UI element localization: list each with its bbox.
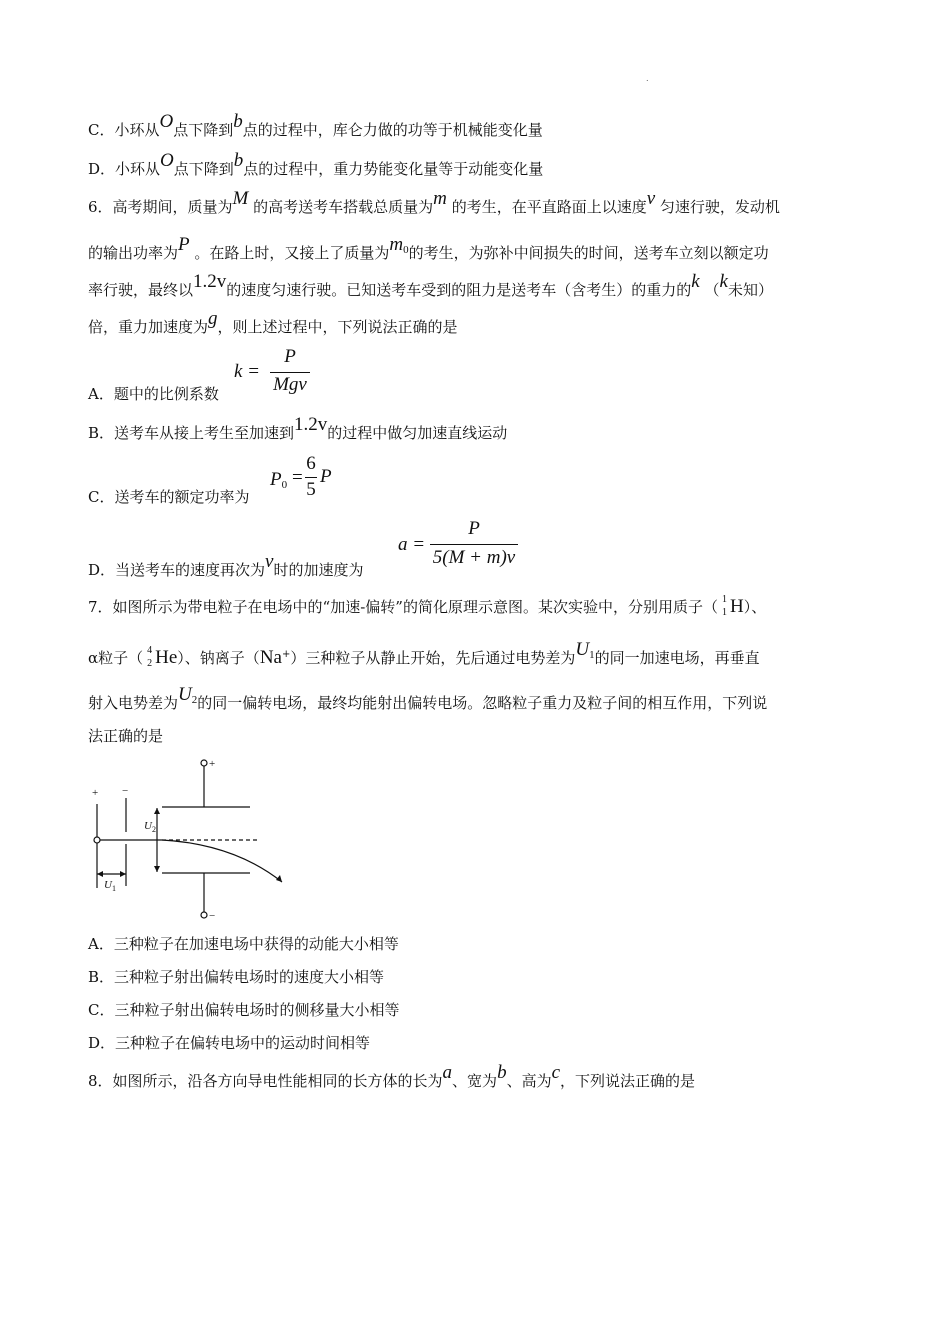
math-var: m — [433, 188, 447, 209]
math-var: k — [691, 271, 700, 292]
stem-text: 的输出功率为 — [88, 244, 179, 262]
option-text: 点的过程中，重力势能变化量等于动能变化量 — [243, 160, 544, 178]
option-text: 点的过程中，库仑力做的功等于机械能变化量 — [242, 121, 543, 139]
u1-label: U — [104, 879, 112, 891]
stem-text: 、宽为 — [452, 1072, 498, 1090]
fraction-bar — [430, 544, 518, 545]
stem-text: 的速度匀速行驶。已知送考车受到的阻力是送考车（含考生）的重力的 — [226, 281, 692, 299]
math-subscript: 0 — [281, 479, 288, 491]
option-text: D．小环从 — [88, 160, 161, 178]
q6-stem-line1 — [88, 188, 780, 217]
atomic-number: 1 — [721, 607, 727, 618]
q7-option-d — [88, 1033, 370, 1053]
stem-text: 倍，重力加速度为 — [88, 318, 209, 336]
u2-label: U — [144, 820, 152, 832]
stem-text: （ — [704, 281, 720, 299]
formula-numerator: P — [468, 518, 480, 539]
math-subscript: 2 — [191, 694, 198, 706]
math-var: O — [159, 111, 174, 132]
upper-terminal — [201, 760, 207, 766]
q6-stem-line3 — [88, 271, 773, 300]
q7-option-c — [88, 1000, 399, 1020]
option-text: A．题中的比例系数 — [88, 385, 219, 403]
formula-denominator: Mgv — [273, 374, 307, 395]
stem-text: 。在路上时，又接上了质量为 — [194, 244, 390, 262]
option-text: 点下降到 — [173, 160, 234, 178]
option-text: 的过程中做匀加速直线运动 — [327, 424, 508, 442]
u1-arrow-left — [97, 871, 103, 877]
option-text: A．三种粒子在加速电场中获得的动能大小相等 — [88, 935, 399, 953]
particle-trajectory — [162, 840, 282, 882]
lower-terminal — [201, 912, 207, 918]
stem-text: 的同一加速电场，再垂直 — [594, 649, 760, 667]
u2-arrow-up — [154, 808, 160, 814]
mass-number: 4 — [147, 645, 153, 656]
math-var: v — [265, 551, 274, 572]
stem-text: 未知） — [727, 281, 773, 299]
stem-text: 射入电势差为 — [88, 694, 179, 712]
fraction-bar — [270, 372, 310, 373]
element-symbol: Na — [259, 647, 282, 668]
upper-terminal-sign: + — [209, 758, 216, 770]
option-text: C．小环从 — [88, 121, 160, 139]
stem-text: ，则上述过程中，下列说法正确的是 — [217, 318, 458, 336]
formula-numerator: P — [284, 346, 296, 367]
stem-text: 率行驶，最终以 — [88, 281, 194, 299]
math-var: O — [160, 150, 174, 171]
stem-text: ）、 — [743, 598, 767, 616]
stem-text: α粒子（ — [88, 649, 144, 667]
source-point — [94, 837, 100, 843]
stem-text: 6．高考期间，质量为 — [88, 198, 233, 216]
math-var: b — [497, 1062, 507, 1083]
u1-arrow-right — [120, 871, 126, 877]
formula-k — [234, 348, 314, 398]
option-text: C．送考车的额定功率为 — [88, 488, 250, 506]
math-expr: 1.2v — [193, 271, 227, 292]
ion-charge: + — [281, 649, 291, 660]
option-text: C．三种粒子射出偏转电场时的侧移量大小相等 — [88, 1001, 400, 1019]
stem-text: 、高为 — [506, 1072, 552, 1090]
formula-lhs: P — [270, 469, 282, 490]
math-var: a — [442, 1062, 453, 1083]
math-var: M — [232, 188, 249, 209]
lower-terminal-sign: − — [209, 910, 216, 922]
math-var: b — [233, 111, 243, 132]
stem-text: 匀速行驶，发动机 — [659, 198, 780, 216]
stem-text: 法正确的是 — [88, 727, 164, 745]
formula-denominator: 5 — [306, 479, 316, 500]
math-var: P — [178, 234, 190, 255]
option-text: D．三种粒子在偏转电场中的运动时间相等 — [88, 1034, 371, 1052]
math-expr: 1.2v — [294, 414, 328, 435]
q6-option-c — [88, 487, 249, 507]
option-text: 点下降到 — [173, 121, 234, 139]
option-text: B．三种粒子射出偏转电场时的速度大小相等 — [88, 968, 385, 986]
stem-text: ，下列说法正确的是 — [560, 1072, 696, 1090]
q7-option-a — [88, 934, 399, 954]
stem-text: ）、钠离子（ — [177, 649, 260, 667]
q7-option-b — [88, 967, 384, 987]
q6-stem-line2 — [88, 234, 769, 268]
formula-lhs: a = — [398, 534, 426, 555]
q6-option-a — [88, 384, 219, 404]
stem-text: 7．如图所示为带电粒子在电场中的“加速-偏转”的简化原理示意图。某次实验中，分别用质子（ — [88, 598, 718, 616]
q7-stem-line4 — [88, 726, 163, 746]
math-subscript: 0 — [403, 244, 409, 256]
atomic-number: 2 — [147, 658, 153, 669]
stem-text: 的高考送考车搭载总质量为 — [253, 198, 434, 216]
left-plate-2-sign: − — [122, 785, 129, 797]
stem-text: 的同一偏转电场，最终均能射出偏转电场。忽略粒子重力及粒子间的相互作用，下列说 — [197, 694, 768, 712]
option-text: D．当送考车的速度再次为 — [88, 561, 266, 579]
q5-option-d — [88, 150, 544, 179]
math-var: b — [233, 150, 244, 171]
stem-text: 8．如图所示，沿各方向导电性能相同的长方体的长为 — [88, 1072, 443, 1090]
q6-stem-line4 — [88, 308, 458, 337]
mass-number: 1 — [721, 594, 727, 605]
element-symbol: H — [729, 596, 744, 617]
math-var: U — [178, 684, 192, 705]
math-var: g — [208, 308, 218, 329]
formula-rhs: P — [320, 466, 332, 487]
q7-stem-line1 — [88, 596, 766, 617]
q7-stem-line2 — [88, 639, 760, 673]
page-dot: . — [646, 74, 649, 83]
u2-sub: 2 — [152, 825, 156, 834]
accelerate-deflect-diagram — [84, 756, 294, 926]
stem-text: 的考生，在平直路面上以速度 — [451, 198, 647, 216]
formula-numerator: 6 — [306, 453, 316, 474]
q7-stem-line3 — [88, 684, 768, 718]
math-var: k — [719, 271, 728, 292]
math-subscript: 1 — [589, 649, 595, 661]
element-symbol: He — [155, 647, 178, 668]
stem-text: ）三种粒子从静止开始，先后通过电势差为 — [290, 649, 576, 667]
u1-sub: 1 — [112, 884, 116, 893]
option-text: 时的加速度为 — [273, 561, 364, 579]
math-var: U — [575, 639, 590, 660]
math-var: m — [389, 234, 404, 255]
option-text: B．送考车从接上考生至加速到 — [88, 424, 295, 442]
formula-denominator: 5(M + m)v — [432, 547, 516, 568]
left-plate-sign: + — [92, 787, 99, 799]
equals-sign: = — [292, 467, 303, 488]
q5-option-c — [88, 111, 543, 140]
math-var: v — [646, 188, 656, 209]
stem-text: 的考生，为弥补中间损失的时间，送考车立刻以额定功 — [408, 244, 769, 262]
math-var: c — [551, 1062, 561, 1083]
q6-option-d — [88, 551, 364, 580]
fraction-bar — [305, 477, 317, 478]
formula-p0 — [270, 453, 340, 507]
q6-option-b — [88, 414, 508, 443]
formula-lhs: k = — [234, 361, 261, 382]
q8-stem — [88, 1062, 696, 1091]
u2-arrow-down — [154, 866, 160, 872]
formula-a — [398, 520, 528, 574]
